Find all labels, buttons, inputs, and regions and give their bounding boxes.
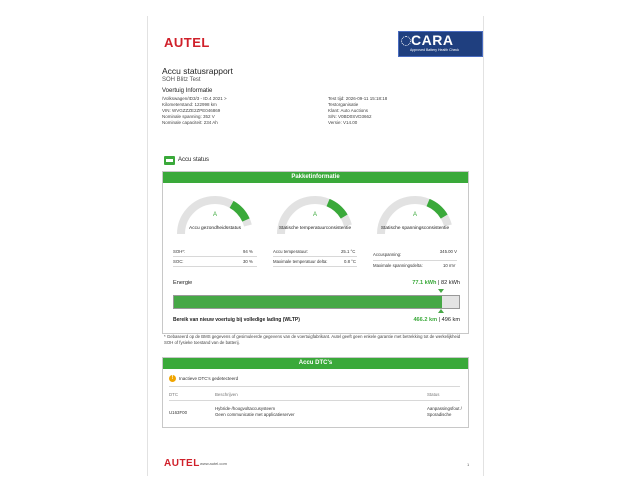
battery-icon (164, 156, 175, 165)
range-marker (438, 309, 444, 313)
cara-word: CARA (411, 32, 454, 48)
dtc-status-line2: Sporadische (427, 411, 452, 417)
metric-voltage-delta-label: Maximale spanningsdelta: (373, 263, 423, 268)
energy-total: | 82 kWh (438, 280, 460, 286)
metric-voltage-delta-value: 10 mV (443, 263, 456, 268)
gauge-soh-label: Accu gezondheidsstatus (189, 226, 241, 231)
vehicle-capacity: Nominale capaciteit: 234 Ah (162, 120, 218, 125)
dtc-status (427, 406, 462, 417)
metric-soh-label: SOH*: (173, 249, 186, 254)
dtc-section (162, 357, 469, 428)
range-value (413, 317, 460, 323)
customer: Klant: Auto Auctions (328, 108, 369, 113)
pakket-section (162, 171, 469, 334)
warning-icon: ! (169, 375, 176, 382)
vehicle-info-right (328, 96, 387, 126)
test-org: Testorganisatie (328, 102, 359, 107)
vehicle-model: /Volkswagen/ID3/3 - ID.4 2021 > (162, 96, 227, 101)
vehicle-voltage: Nominale spanning: 352 V (162, 114, 215, 119)
range-total: | 496 km (438, 317, 460, 323)
dtc-desc-line1: Hybride-/hoogvoltaccusysteem (215, 406, 276, 411)
vehicle-mileage: Kilometerstand: 122998 km (162, 102, 217, 107)
metric-voltage-label: Accuspanning: (373, 252, 402, 257)
gauge-soh-grade: A (212, 212, 217, 218)
footer-url[interactable]: www.autel.com (200, 461, 227, 466)
energy-bar-fill (174, 296, 442, 308)
footnote: * Gebaseerd op de BMS gegevens of gesimuleerde gegevens van de voertuigfabrikant. Autel geeft geen enkele garantie met betrekking tot de werkelijkheid SOH of fysieke toestand van de batterij. (164, 334, 461, 345)
metric-soc-label: SOC: (173, 259, 184, 264)
vehicle-info-left (162, 96, 227, 126)
divider (273, 266, 357, 267)
accu-status-label: Accu status (178, 157, 210, 163)
dtc-header-status: Status (427, 392, 440, 397)
dtc-header-desc: Beschrijven (215, 392, 238, 397)
test-time: Test tijd: 2026-09-11 15:18:18 (328, 96, 388, 101)
divider (273, 256, 357, 257)
divider (169, 386, 460, 387)
metric-soh-value: 94 % (243, 249, 253, 254)
report-page (147, 16, 484, 476)
dtc-banner: Accu DTC's (163, 358, 468, 369)
range-current: 466.2 km (413, 317, 438, 323)
dtc-header-code: DTC (169, 392, 179, 397)
footer-autel-logo: AUTEL (164, 458, 200, 469)
metric-temp-delta-label: Maximale temperatuur delta: (273, 259, 328, 264)
gauge-voltage-label: Statische spanningsconsistentie (380, 226, 450, 231)
divider (373, 260, 457, 261)
energy-bar (173, 295, 460, 309)
gauge-voltage-grade: A (412, 212, 417, 218)
metric-temp-delta-value: 0.8 °C (344, 259, 356, 264)
pakket-banner: Pakketinformatie (163, 172, 468, 183)
dtc-warning-text: Inactieve DTC's gedetecteerd (179, 376, 239, 381)
page-number: 1 (467, 462, 470, 467)
gauge-temperature-label: Statische temperatuurconsistentie (278, 226, 352, 231)
report-title: Accu statusrapport (162, 66, 233, 76)
divider (169, 400, 460, 401)
vehicle-heading: Voertuig Informatie (162, 88, 213, 94)
energy-current: 77.1 kWh (412, 280, 437, 286)
autel-logo: AUTEL (164, 35, 210, 50)
serial-number: S/N: V0BD0SVD3662 (328, 114, 372, 119)
energy-marker (438, 289, 444, 293)
metric-temperature-value: 25.1 °C (341, 249, 356, 254)
software-version: Versie: V14.00 (328, 120, 358, 125)
cara-subtitle: Approved Battery Health Check (410, 48, 460, 52)
metric-voltage-value: 345.00 V (439, 249, 457, 254)
metric-temperature-label: Accu temperatuur: (273, 249, 309, 254)
dtc-desc (215, 406, 295, 417)
range-label: Bereik van nieuw voertuig bij volledige lading (WLTP) (173, 317, 300, 323)
vehicle-vin: VIN: WVGZZZE2ZPE046869 (162, 108, 221, 113)
dtc-desc-line2: Geen communicatie met applicatieserver (215, 411, 295, 417)
dtc-status-line1: Aanpassingsfout / (427, 406, 462, 411)
gauge-temperature-grade: A (312, 212, 317, 218)
divider (173, 266, 257, 267)
energy-value (412, 280, 460, 286)
cara-logo (398, 31, 483, 57)
dtc-code: U163F00 (169, 410, 188, 415)
metric-soc-value: 30 % (243, 259, 253, 264)
cara-badge-icon (401, 36, 411, 46)
energy-label: Energie (173, 280, 193, 286)
report-subtitle: SOH Blitz Test (162, 77, 201, 83)
divider (173, 256, 257, 257)
